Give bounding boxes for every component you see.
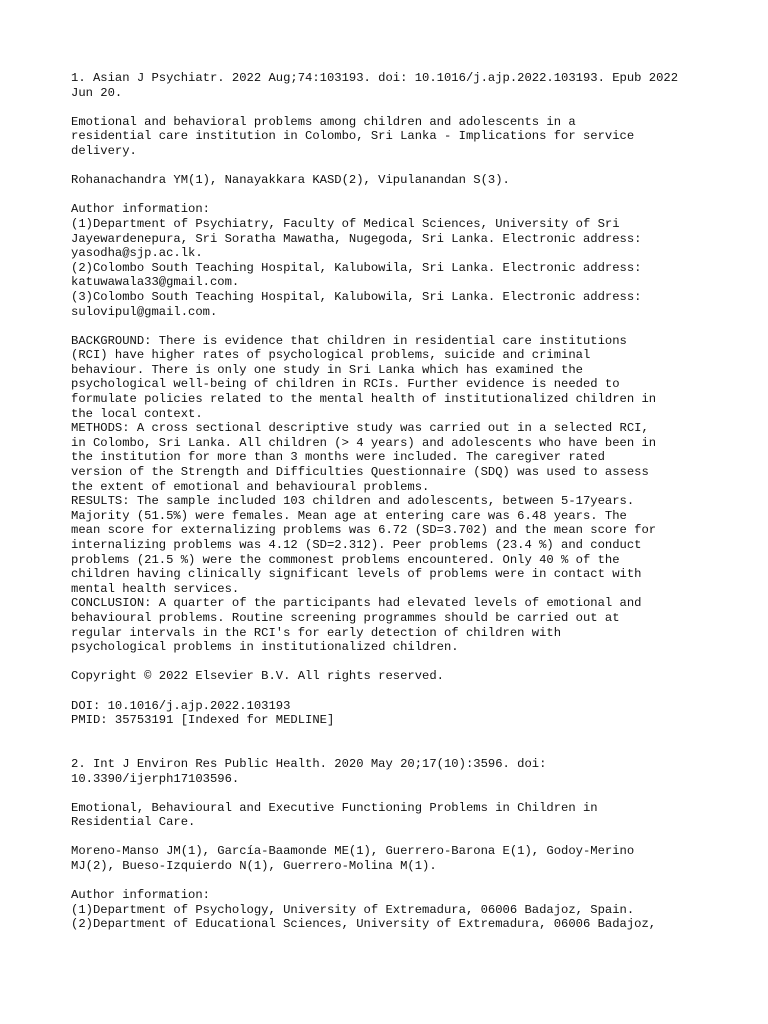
abstract-line: version of the Strength and Difficulties Questionnaire (SDQ) was used to assess bbox=[71, 465, 649, 480]
author-email: yasodha@sjp.ac.lk. bbox=[71, 246, 203, 261]
abstract-line: Majority (51.5%) were females. Mean age at entering care was 6.48 years. The bbox=[71, 508, 627, 523]
citation-line: 2. Int J Environ Res Public Health. 2020 May 20;17(10):3596. doi: bbox=[71, 756, 547, 771]
abstract-line: psychological problems in institutionalized children. bbox=[71, 640, 459, 655]
title-line: Residential Care. bbox=[71, 815, 196, 830]
abstract bbox=[71, 334, 768, 655]
article-title bbox=[71, 115, 768, 159]
abstract-line: RESULTS: The sample included 103 children and adolescents, between 5-17years. bbox=[71, 494, 635, 509]
author-email: katuwawala33@gmail.com. bbox=[71, 275, 240, 290]
title-line: Emotional and behavioral problems among children and adolescents in a bbox=[71, 114, 576, 129]
author-information bbox=[71, 202, 768, 319]
authors bbox=[71, 844, 768, 873]
citation-line: 10.3390/ijerph17103596. bbox=[71, 771, 240, 786]
abstract-line: CONCLUSION: A quarter of the participants had elevated levels of emotional and bbox=[71, 596, 642, 611]
author-info-line: (1)Department of Psychology, University of Extremadura, 06006 Badajoz, Spain. bbox=[71, 902, 635, 917]
record-2 bbox=[71, 757, 768, 932]
citation bbox=[71, 757, 768, 786]
abstract-line: METHODS: A cross sectional descriptive study was carried out in a selected RCI, bbox=[71, 421, 649, 436]
author-info-heading: Author information: bbox=[71, 888, 210, 903]
author-info-line: Jayewardenepura, Sri Soratha Mawatha, Nugegoda, Sri Lanka. Electronic address: bbox=[71, 231, 642, 246]
abstract-line: regular intervals in the RCI's for early detection of children with bbox=[71, 625, 562, 640]
author-info-line: (1)Department of Psychiatry, Faculty of Medical Sciences, University of Sri bbox=[71, 216, 620, 231]
authors-line: Rohanachandra YM(1), Nanayakkara KASD(2), Vipulanandan S(3). bbox=[71, 173, 510, 188]
abstract-line: behaviour. There is only one study in Sri Lanka which has examined the bbox=[71, 362, 583, 377]
abstract-line: behavioural problems. Routine screening programmes should be carried out at bbox=[71, 610, 620, 625]
title-line: delivery. bbox=[71, 143, 137, 158]
abstract-line: psychological well-being of children in RCIs. Further evidence is needed to bbox=[71, 377, 620, 392]
abstract-line: BACKGROUND: There is evidence that children in residential care institutions bbox=[71, 333, 627, 348]
author-information bbox=[71, 888, 768, 932]
article-title bbox=[71, 801, 768, 830]
authors bbox=[71, 173, 768, 188]
author-info-heading: Author information: bbox=[71, 202, 210, 217]
abstract-line: mental health services. bbox=[71, 581, 240, 596]
pmid-line: PMID: 35753191 [Indexed for MEDLINE] bbox=[71, 713, 335, 728]
copyright-notice: Copyright © 2022 Elsevier B.V. All rights reserved. bbox=[71, 669, 444, 684]
record-1 bbox=[71, 71, 768, 728]
identifiers bbox=[71, 699, 768, 728]
abstract-line: mean score for externalizing problems was 6.72 (SD=3.702) and the mean score for bbox=[71, 523, 657, 538]
title-line: residential care institution in Colombo, Sri Lanka - Implications for service bbox=[71, 129, 635, 144]
abstract-line: internalizing problems was 4.12 (SD=2.312). Peer problems (23.4 %) and conduct bbox=[71, 538, 642, 552]
author-info-line: (2)Department of Educational Sciences, University of Extremadura, 06006 Badajoz, bbox=[71, 917, 657, 932]
authors-line: Moreno-Manso JM(1), García-Baamonde ME(1), Guerrero-Barona E(1), Godoy-Merino bbox=[71, 844, 635, 859]
abstract-line: the extent of emotional and behavioural problems. bbox=[71, 479, 430, 494]
citation-line: Jun 20. bbox=[71, 85, 123, 100]
author-info-line: (2)Colombo South Teaching Hospital, Kalubowila, Sri Lanka. Electronic address: bbox=[71, 260, 642, 275]
abstract-line: in Colombo, Sri Lanka. All children (> 4 years) and adolescents who have been in bbox=[71, 435, 657, 450]
abstract-line: problems (21.5 %) were the commonest problems encountered. Only 40 % of the bbox=[71, 552, 620, 567]
title-line: Emotional, Behavioural and Executive Functioning Problems in Children in bbox=[71, 800, 598, 815]
abstract-line: the institution for more than 3 months were included. The caregiver rated bbox=[71, 450, 605, 465]
citation-line: 1. Asian J Psychiatr. 2022 Aug;74:103193. doi: 10.1016/j.ajp.2022.103193. Epub 2022 bbox=[71, 71, 679, 85]
abstract-line: formulate policies related to the mental health of institutionalized children in bbox=[71, 392, 657, 407]
author-info-line: (3)Colombo South Teaching Hospital, Kalubowila, Sri Lanka. Electronic address: bbox=[71, 289, 642, 304]
abstract-line: (RCI) have higher rates of psychological problems, suicide and criminal bbox=[71, 348, 591, 363]
abstract-line: the local context. bbox=[71, 406, 203, 421]
authors-line: MJ(2), Bueso-Izquierdo N(1), Guerrero-Molina M(1). bbox=[71, 859, 437, 874]
author-email: sulovipul@gmail.com. bbox=[71, 304, 218, 319]
citation bbox=[71, 71, 768, 100]
abstract-line: children having clinically significant levels of problems were in contact with bbox=[71, 567, 642, 582]
doi-line: DOI: 10.1016/j.ajp.2022.103193 bbox=[71, 698, 291, 713]
